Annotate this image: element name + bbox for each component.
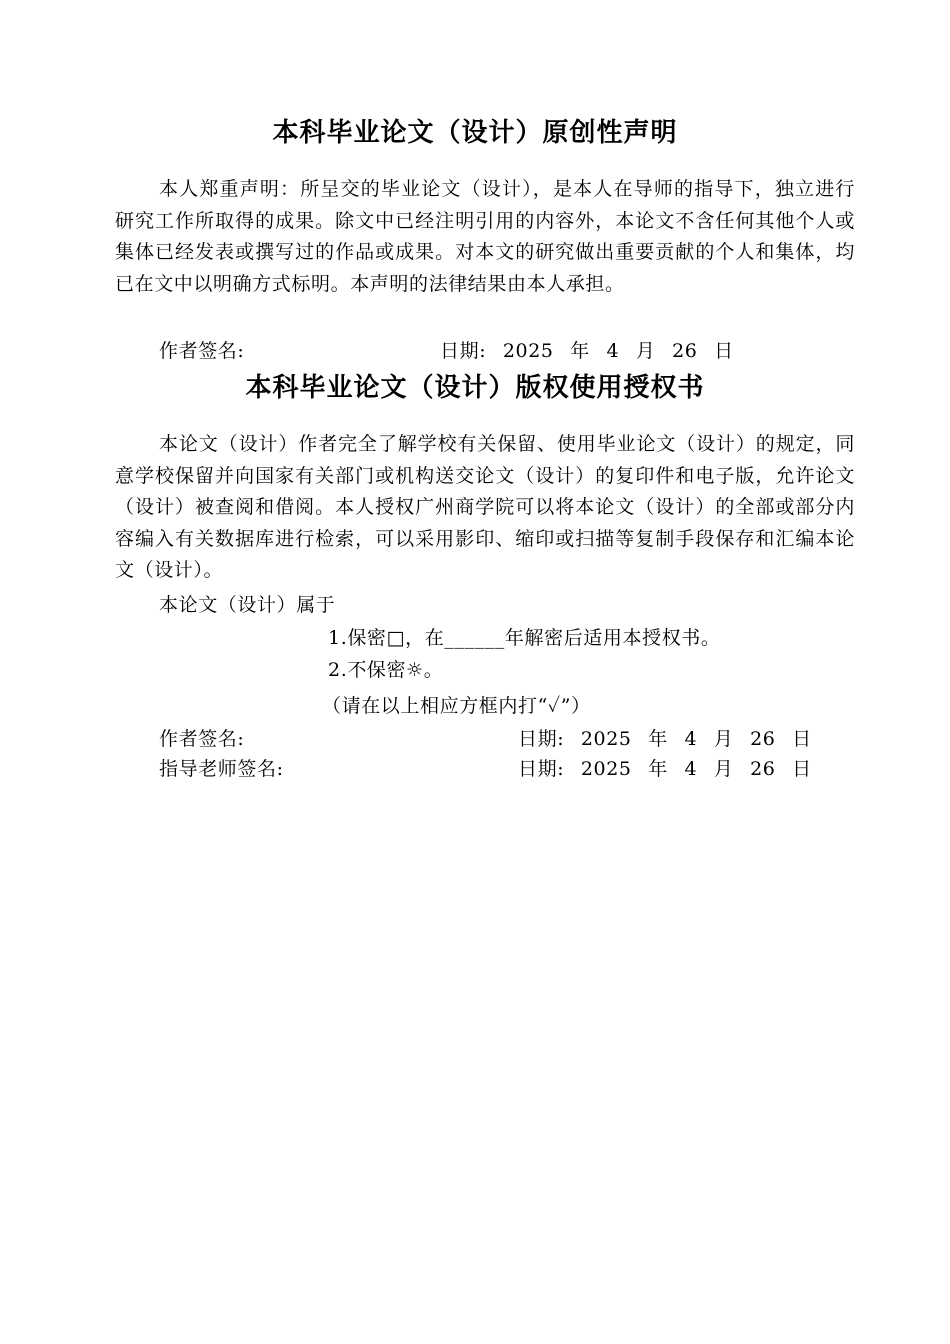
advisor-date-month-unit: 月 bbox=[713, 758, 734, 780]
declaration-date-day: 26 bbox=[672, 340, 698, 362]
author-date-year-unit: 年 bbox=[648, 728, 668, 750]
option-not-confidential-prefix: 2.不保密 bbox=[328, 659, 407, 681]
option-not-confidential bbox=[328, 657, 443, 683]
authorization-instruction: （请在以上相应方框内打“✓”） bbox=[322, 695, 591, 717]
declaration-date bbox=[440, 338, 744, 364]
advisor-date-day: 26 bbox=[750, 758, 776, 780]
authorization-title: 本科毕业论文（设计）版权使用授权书 bbox=[245, 373, 705, 403]
author-date-day-unit: 日 bbox=[792, 728, 812, 750]
author-date-label: 日期: bbox=[518, 728, 565, 750]
author-date-month: 4 bbox=[684, 728, 698, 750]
authorization-advisor-date bbox=[518, 756, 822, 782]
option-confidential-prefix: 1.保密 bbox=[328, 627, 387, 649]
authorization-body: 本论文（设计）作者完全了解学校有关保留、使用毕业论文（设计）的规定，同意学校保留并向国家有关部门或机构送交论文（设计）的复印件和电子版，允许论文（设计）被查阅和借阅。本人授权广州商学院可以将本论文（设计）的全部或部分内容编入有关数据库进行检索，可以采用影印、缩印或扫描等复制手段保存和汇编本论文（设计）。 bbox=[115, 433, 855, 581]
declaration-date-label: 日期: bbox=[440, 340, 487, 362]
declaration-body: 本人郑重声明：所呈交的毕业论文（设计），是本人在导师的指导下，独立进行研究工作所取得的成果。除文中已经注明引用的内容外，本论文不含任何其他个人或集体已经发表或撰写过的作品或成果。对本文的研究做出重要贡献的个人和集体，均已在文中以明确方式标明。本声明的法律结果由本人承担。 bbox=[115, 178, 855, 295]
option-confidential-year-blank[interactable]: ______ bbox=[444, 627, 505, 649]
option-not-confidential-suffix: 。 bbox=[423, 659, 444, 681]
advisor-date-label: 日期: bbox=[518, 758, 565, 780]
declaration-date-month-unit: 月 bbox=[635, 340, 656, 362]
advisor-date-year: 2025 bbox=[580, 758, 632, 780]
declaration-title: 本科毕业论文（设计）原创性声明 bbox=[272, 118, 678, 148]
declaration-date-month: 4 bbox=[606, 340, 620, 362]
author-date-year: 2025 bbox=[580, 728, 632, 750]
authorization-author-label: 作者签名: bbox=[159, 728, 245, 750]
declaration-date-year-unit: 年 bbox=[570, 340, 590, 362]
authorization-author-date bbox=[518, 726, 822, 752]
authorization-belongs-label: 本论文（设计）属于 bbox=[159, 594, 336, 616]
advisor-date-year-unit: 年 bbox=[648, 758, 668, 780]
option-confidential-suffix: 年解密后适用本授权书。 bbox=[504, 627, 721, 649]
author-date-day: 26 bbox=[750, 728, 776, 750]
declaration-author-label: 作者签名: bbox=[159, 340, 245, 362]
declaration-date-year: 2025 bbox=[502, 340, 554, 362]
option-confidential-mid: ，在 bbox=[405, 627, 445, 649]
declaration-date-day-unit: 日 bbox=[714, 340, 734, 362]
option-confidential bbox=[328, 625, 721, 651]
advisor-date-month: 4 bbox=[684, 758, 698, 780]
authorization-advisor-label: 指导老师签名: bbox=[159, 758, 284, 780]
advisor-date-day-unit: 日 bbox=[792, 758, 812, 780]
option-confidential-checkbox[interactable]: □ bbox=[386, 627, 406, 649]
option-not-confidential-checkbox[interactable]: ☼ bbox=[406, 659, 424, 681]
author-date-month-unit: 月 bbox=[713, 728, 734, 750]
